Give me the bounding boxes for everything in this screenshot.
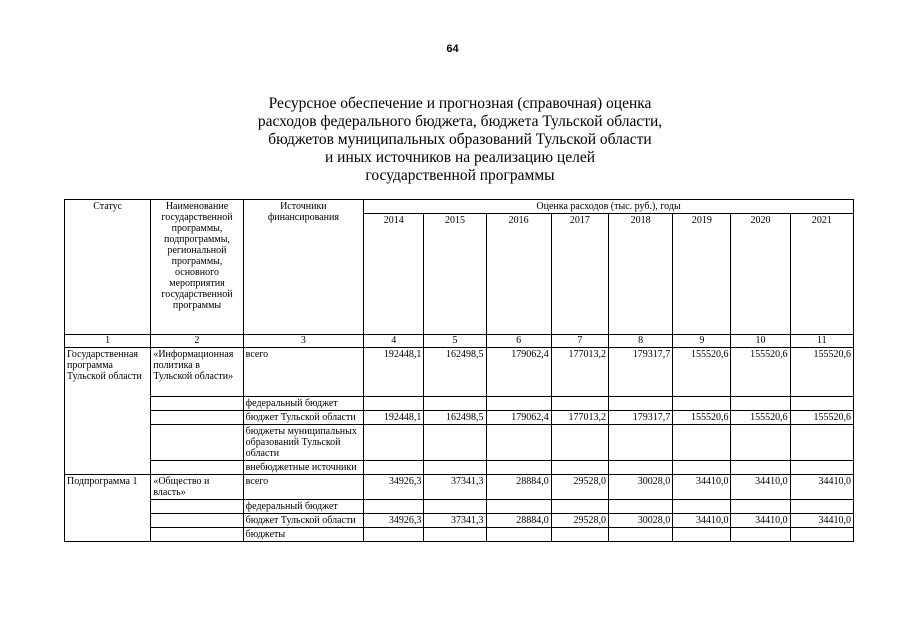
column-number: 5 — [424, 335, 486, 348]
table-row — [65, 500, 854, 514]
column-number: 9 — [673, 335, 731, 348]
value-cell — [608, 461, 672, 475]
value-cell — [424, 425, 486, 461]
table-row — [65, 397, 854, 411]
title-line-4: и иных источников на реализацию целей — [324, 149, 595, 166]
header-name: Наименование государственной программы, подпрограммы, региональной программы, основного мероприятия государственной программы — [151, 200, 243, 335]
value-cell: 28884,0 — [486, 475, 551, 500]
header-year: 2014 — [364, 214, 424, 335]
empty-name-cell — [151, 425, 243, 461]
header-year: 2019 — [673, 214, 731, 335]
value-cell — [673, 500, 731, 514]
value-cell: 30028,0 — [608, 514, 672, 528]
column-number: 6 — [486, 335, 551, 348]
title-line-3: бюджетов муниципальных образований Тульской области — [268, 131, 652, 148]
value-cell: 34926,3 — [364, 475, 424, 500]
value-cell: 179317,7 — [608, 348, 672, 397]
value-cell: 34410,0 — [731, 475, 790, 500]
value-cell — [364, 461, 424, 475]
empty-name-cell — [151, 528, 243, 542]
column-number: 4 — [364, 335, 424, 348]
column-number: 8 — [608, 335, 672, 348]
value-cell: 177013,2 — [551, 411, 608, 425]
document-title — [200, 95, 720, 185]
source-cell: бюджеты муниципальных образований Тульской области — [243, 425, 363, 461]
value-cell: 30028,0 — [608, 475, 672, 500]
column-number: 10 — [731, 335, 790, 348]
value-cell: 155520,6 — [673, 348, 731, 397]
value-cell — [790, 425, 853, 461]
header-status: Статус — [65, 200, 151, 335]
value-cell: 37341,3 — [424, 514, 486, 528]
value-cell — [731, 461, 790, 475]
value-cell — [608, 500, 672, 514]
source-cell: бюджет Тульской области — [243, 411, 363, 425]
empty-name-cell — [151, 461, 243, 475]
value-cell — [364, 500, 424, 514]
value-cell: 155520,6 — [731, 411, 790, 425]
column-number: 7 — [551, 335, 608, 348]
value-cell — [790, 500, 853, 514]
empty-name-cell — [151, 411, 243, 425]
value-cell: 34410,0 — [790, 514, 853, 528]
value-cell: 34926,3 — [364, 514, 424, 528]
value-cell: 34410,0 — [673, 514, 731, 528]
value-cell — [424, 397, 486, 411]
title-line-5: государственной программы — [365, 167, 555, 184]
value-cell — [486, 461, 551, 475]
value-cell: 177013,2 — [551, 348, 608, 397]
value-cell: 155520,6 — [731, 348, 790, 397]
source-cell: бюджеты — [243, 528, 363, 542]
page-number: 64 — [446, 43, 459, 55]
header-year: 2021 — [790, 214, 853, 335]
header-year: 2020 — [731, 214, 790, 335]
value-cell: 179317,7 — [608, 411, 672, 425]
value-cell — [424, 500, 486, 514]
empty-name-cell — [151, 397, 243, 411]
value-cell: 28884,0 — [486, 514, 551, 528]
value-cell: 34410,0 — [790, 475, 853, 500]
value-cell — [364, 425, 424, 461]
value-cell — [731, 500, 790, 514]
value-cell — [608, 397, 672, 411]
value-cell: 155520,6 — [673, 411, 731, 425]
value-cell: 34410,0 — [731, 514, 790, 528]
value-cell — [790, 461, 853, 475]
value-cell: 192448,1 — [364, 348, 424, 397]
value-cell — [424, 461, 486, 475]
value-cell: 155520,6 — [790, 348, 853, 397]
source-cell: федеральный бюджет — [243, 500, 363, 514]
header-sources: Источники финансирования — [243, 200, 363, 335]
source-cell: всего — [243, 348, 363, 397]
column-number-row — [65, 335, 854, 348]
source-cell: бюджет Тульской области — [243, 514, 363, 528]
table-row — [65, 425, 854, 461]
value-cell: 179062,4 — [486, 411, 551, 425]
source-cell: внебюджетные источники — [243, 461, 363, 475]
value-cell — [673, 397, 731, 411]
value-cell — [673, 461, 731, 475]
value-cell: 29528,0 — [551, 514, 608, 528]
column-number: 2 — [151, 335, 243, 348]
value-cell: 37341,3 — [424, 475, 486, 500]
header-row-top — [65, 200, 854, 214]
value-cell: 162498,5 — [424, 411, 486, 425]
value-cell — [424, 528, 486, 542]
title-line-1: Ресурсное обеспечение и прогнозная (справочная) оценка — [268, 95, 652, 112]
header-year: 2018 — [608, 214, 672, 335]
budget-table — [64, 199, 854, 542]
header-year: 2015 — [424, 214, 486, 335]
header-year: 2017 — [551, 214, 608, 335]
value-cell — [551, 500, 608, 514]
value-cell — [731, 425, 790, 461]
value-cell: 179062,4 — [486, 348, 551, 397]
value-cell — [731, 397, 790, 411]
title-line-2: расходов федерального бюджета, бюджета Тульской области, — [257, 113, 663, 130]
value-cell — [608, 425, 672, 461]
program-name: «Информационная политика в Тульской области» — [151, 348, 243, 397]
program-status: Государственная программа Тульской области — [65, 348, 151, 475]
value-cell — [551, 528, 608, 542]
value-cell — [673, 425, 731, 461]
value-cell — [364, 528, 424, 542]
source-cell: федеральный бюджет — [243, 397, 363, 411]
value-cell — [551, 425, 608, 461]
subprogram-status: Подпрограмма 1 — [65, 475, 151, 542]
value-cell — [486, 425, 551, 461]
value-cell — [486, 397, 551, 411]
value-cell — [486, 500, 551, 514]
header-estimate: Оценка расходов (тыс. руб.), годы — [364, 200, 854, 214]
value-cell — [551, 461, 608, 475]
empty-name-cell — [151, 500, 243, 514]
value-cell: 34410,0 — [673, 475, 731, 500]
value-cell: 192448,1 — [364, 411, 424, 425]
value-cell — [790, 528, 853, 542]
table-row — [65, 514, 854, 528]
table-row — [65, 348, 854, 397]
value-cell — [551, 397, 608, 411]
source-cell: всего — [243, 475, 363, 500]
column-number: 3 — [243, 335, 363, 348]
value-cell — [731, 528, 790, 542]
value-cell: 162498,5 — [424, 348, 486, 397]
table-row — [65, 461, 854, 475]
value-cell: 155520,6 — [790, 411, 853, 425]
value-cell — [673, 528, 731, 542]
table-row — [65, 475, 854, 500]
value-cell — [486, 528, 551, 542]
value-cell — [608, 528, 672, 542]
subprogram-name: «Общество и власть» — [151, 475, 243, 500]
table-row — [65, 411, 854, 425]
value-cell: 29528,0 — [551, 475, 608, 500]
value-cell — [790, 397, 853, 411]
column-number: 1 — [65, 335, 151, 348]
column-number: 11 — [790, 335, 853, 348]
value-cell — [364, 397, 424, 411]
header-year: 2016 — [486, 214, 551, 335]
table-row — [65, 528, 854, 542]
empty-name-cell — [151, 514, 243, 528]
